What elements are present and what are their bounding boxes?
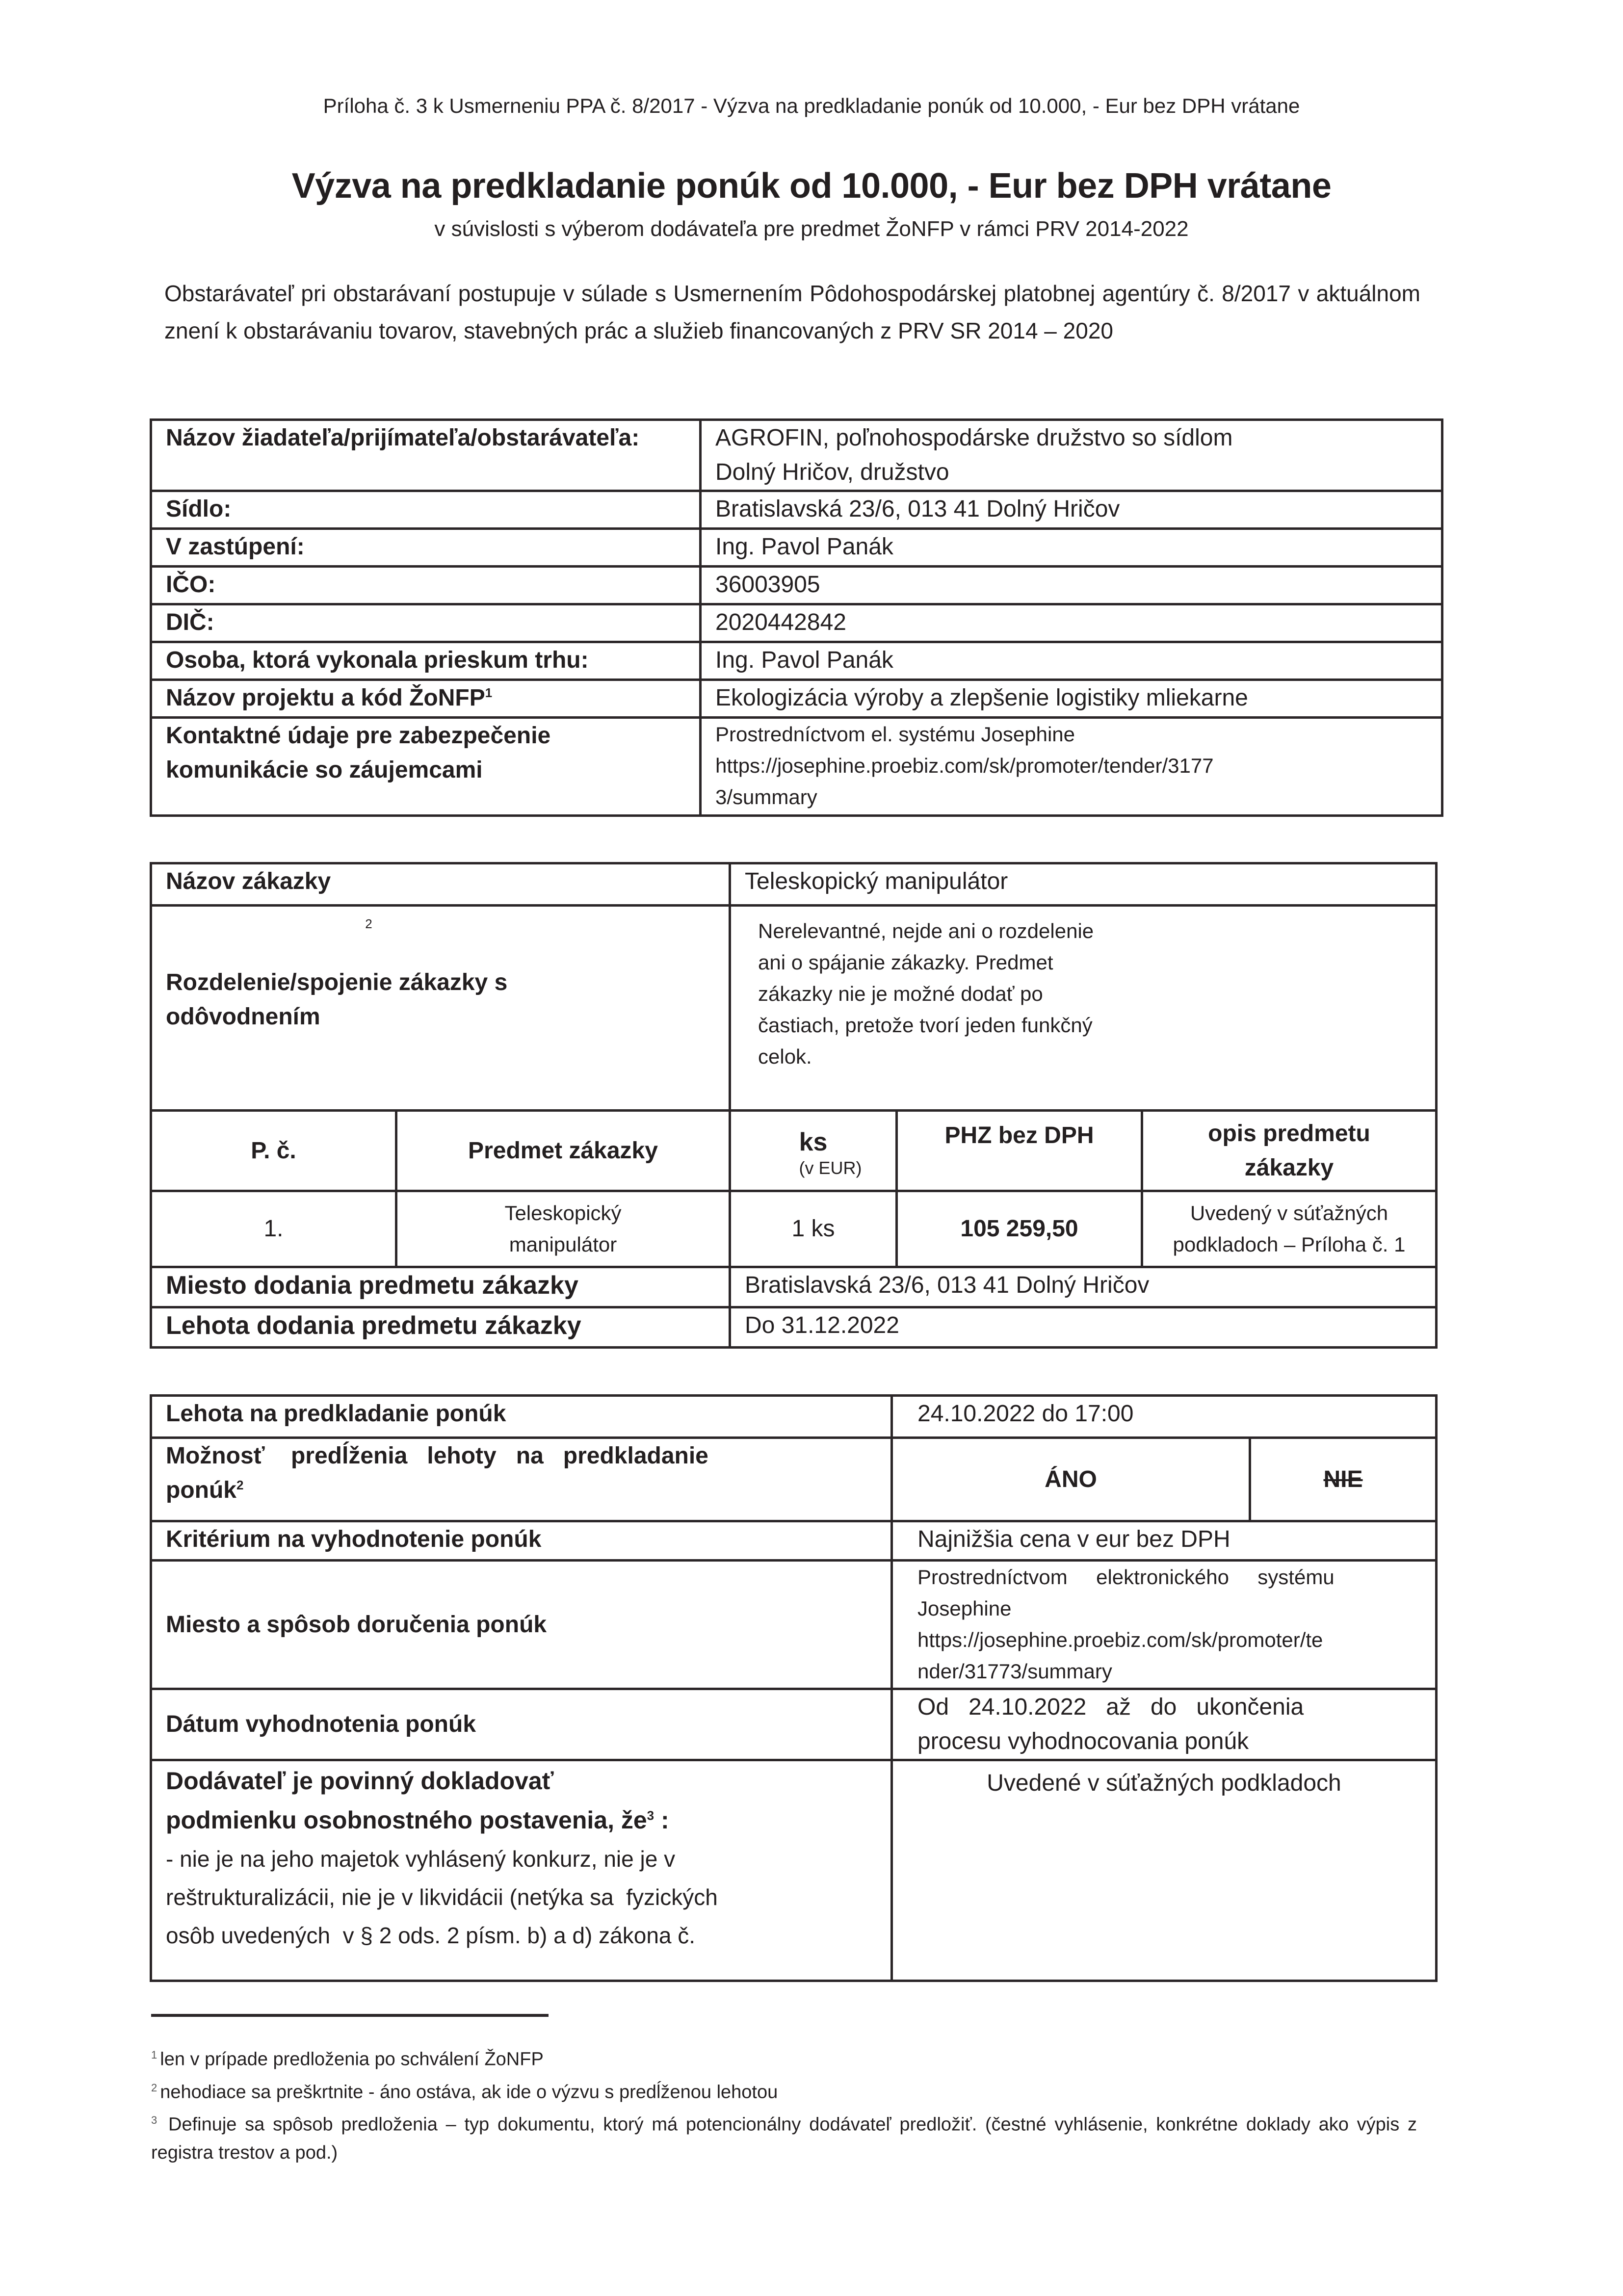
delivery-link[interactable]: https://josephine.proebiz.com/sk/promoter/te <box>917 1628 1323 1651</box>
page-subtitle: v súvislosti s výberom dodávateľa pre predmet ŽoNFP v rámci PRV 2014-2022 <box>434 217 1189 241</box>
label-line: odôvodnením <box>166 1004 320 1030</box>
item-desc <box>1142 1191 1437 1267</box>
extension-yes-option[interactable]: ÁNO <box>892 1438 1250 1521</box>
contract-name-value: Teleskopický manipulátor <box>730 863 1437 906</box>
label-line: Dodávateľ je povinný dokladovať <box>166 1767 554 1795</box>
table-row <box>151 1307 1437 1348</box>
col-header-qty <box>730 1111 897 1191</box>
table-row <box>151 567 1442 604</box>
value-line: Nerelevantné, nejde ani o rozdelenie <box>758 919 1094 942</box>
footnote-number: 1 <box>151 2049 157 2061</box>
header-note: Príloha č. 3 k Usmerneniu PPA č. 8/2017 - Výzva na predkladanie ponúk od 10.000, - Eur bez DPH vrátane <box>323 94 1300 117</box>
footnote-text: nehodiace sa preškrtnite - áno ostáva, ak ide o výzvu s predĺženou lehotou <box>160 2082 778 2103</box>
table-row <box>151 1396 1437 1438</box>
header-line: zákazky <box>1244 1154 1334 1181</box>
table-row <box>151 1267 1437 1307</box>
footnote-3 <box>151 2106 1417 2167</box>
condition-line: osôb uvedených v § 2 ods. 2 písm. b) a d) zákona č. <box>166 1923 696 1948</box>
value-line: Od 24.10.2022 až do ukončenia <box>917 1694 1304 1720</box>
col-header-price: PHZ bez DPH <box>897 1111 1142 1191</box>
offer-delivery-label: Miesto a spôsob doručenia ponúk <box>151 1561 892 1689</box>
value-line: častiach, pretože tvorí jeden funkčný <box>758 1014 1093 1037</box>
value-line: Josephine <box>917 1597 1012 1620</box>
applicant-name-value <box>701 420 1442 491</box>
supplier-conditions-value: Uvedené v súťažných podkladoch <box>892 1760 1437 1981</box>
label-line: komunikácie so záujemcami <box>166 757 483 783</box>
evaluation-date-label: Dátum vyhodnotenia ponúk <box>151 1689 892 1760</box>
applicant-name-label: Názov žiadateľa/prijímateľa/obstarávateľa: <box>151 420 701 491</box>
label-tail: : <box>654 1806 669 1834</box>
deadline-label: Lehota na predkladanie ponúk <box>151 1396 892 1438</box>
item-price: 105 259,50 <box>897 1191 1142 1267</box>
delivery-place-label: Miesto dodania predmetu zákazky <box>151 1267 730 1307</box>
value-line: Prostredníctvom elektronického systému <box>917 1565 1335 1589</box>
value-line: celok. <box>758 1045 812 1068</box>
extension-no-option-struck[interactable]: NIE <box>1250 1438 1437 1521</box>
representative-value: Ing. Pavol Panák <box>701 529 1442 567</box>
label-line: podmienku osobnostného postavenia, že <box>166 1806 647 1834</box>
value-line: ani o spájanie zákazky. Predmet <box>758 951 1053 974</box>
footnote-divider <box>151 2014 549 2017</box>
label-text: Názov projektu a kód ŽoNFP <box>166 685 485 711</box>
market-research-person-value: Ing. Pavol Panák <box>701 642 1442 680</box>
intro-paragraph: Obstarávateľ pri obstarávaní postupuje v súlade s Usmernením Pôdohospodárskej platobnej agentúry č. 8/2017 v aktuálnom znení k obstarávaniu tovarov, stavebných prác a služieb financovaných z PRV SR 2014 – 2020 <box>164 281 1420 343</box>
split-value <box>730 906 1437 1111</box>
footnote-2 <box>151 2074 1417 2107</box>
desc-line: Uvedený v súťažných <box>1190 1201 1388 1225</box>
representative-label: V zastúpení: <box>151 529 701 567</box>
table-row <box>151 1689 1437 1760</box>
qty-header-sub: (v EUR) <box>799 1157 862 1178</box>
evaluation-date-value <box>892 1689 1437 1760</box>
footnote-ref: 3 <box>647 1808 654 1823</box>
project-name-label <box>151 680 701 718</box>
footnote-number: 3 <box>151 2114 157 2127</box>
item-subject <box>396 1191 730 1267</box>
delivery-term-label: Lehota dodania predmetu zákazky <box>151 1307 730 1348</box>
ico-value: 36003905 <box>701 567 1442 604</box>
applicant-table <box>150 418 1443 817</box>
offer-delivery-value <box>892 1561 1437 1689</box>
table-row <box>151 680 1442 718</box>
table-row <box>151 491 1442 529</box>
offer-table <box>150 1394 1438 1982</box>
seat-label: Sídlo: <box>151 491 701 529</box>
table-header-row <box>151 1111 1437 1191</box>
contact-label <box>151 718 701 816</box>
supplier-conditions-label <box>151 1760 892 1981</box>
table-row <box>151 642 1442 680</box>
dic-value: 2020442842 <box>701 604 1442 642</box>
label-line: Kontaktné údaje pre zabezpečenie <box>166 723 551 749</box>
split-label <box>151 906 730 1111</box>
subject-line: Teleskopický <box>504 1201 622 1225</box>
project-name-value: Ekologizácia výroby a zlepšenie logistiky mliekarne <box>701 680 1442 718</box>
qty-header-text: ks <box>799 1127 828 1156</box>
table-row <box>151 863 1437 906</box>
delivery-term-value: Do 31.12.2022 <box>730 1307 1437 1348</box>
footnote-ref: 2 <box>236 1478 244 1492</box>
desc-line: podkladoch – Príloha č. 1 <box>1173 1233 1406 1256</box>
table-row <box>151 906 1437 1111</box>
footnote-text: Definuje sa spôsob predloženia – typ dokumentu, ktorý má potencionálny dodávateľ predložiť. (čestné vyhlásenie, konkrétne doklady ako výpis z registra trestov a pod.) <box>151 2114 1417 2163</box>
delivery-place-value: Bratislavská 23/6, 013 41 Dolný Hričov <box>730 1267 1437 1307</box>
table-row <box>151 604 1442 642</box>
footnote-ref: 2 <box>365 916 372 931</box>
footnotes <box>151 2041 1417 2167</box>
page-title: Výzva na predkladanie ponúk od 10.000, - Eur bez DPH vrátane <box>291 166 1332 206</box>
label-line: Rozdelenie/spojenie zákazky s <box>166 969 508 995</box>
col-header-desc <box>1142 1111 1437 1191</box>
seat-value: Bratislavská 23/6, 013 41 Dolný Hričov <box>701 491 1442 529</box>
col-header-no: P. č. <box>151 1111 396 1191</box>
label-line: Možnosť predĺženia lehoty na predkladanie <box>166 1443 708 1469</box>
label-line: ponúk <box>166 1477 236 1503</box>
contract-name-label: Názov zákazky <box>151 863 730 906</box>
table-row <box>151 1438 1437 1521</box>
value-line: AGROFIN, poľnohospodárske družstvo so sídlom <box>715 425 1233 451</box>
contact-link[interactable]: https://josephine.proebiz.com/sk/promoter/tender/3177 <box>715 754 1214 777</box>
item-no: 1. <box>151 1191 396 1267</box>
market-research-person-label: Osoba, ktorá vykonala prieskum trhu: <box>151 642 701 680</box>
item-qty: 1 ks <box>730 1191 897 1267</box>
table-row <box>151 1191 1437 1267</box>
delivery-link-cont[interactable]: nder/31773/summary <box>917 1660 1112 1683</box>
condition-line: - nie je na jeho majetok vyhlásený konkurz, nie je v <box>166 1846 676 1872</box>
extension-label <box>151 1438 892 1521</box>
contact-link-cont[interactable]: 3/summary <box>715 785 817 809</box>
footnote-ref: 1 <box>485 685 493 700</box>
value-line: zákazky nie je možné dodať po <box>758 982 1043 1005</box>
table-row <box>151 1561 1437 1689</box>
footnote-number: 2 <box>151 2081 157 2094</box>
subject-line: manipulátor <box>509 1233 617 1256</box>
value-line: procesu vyhodnocovania ponúk <box>917 1728 1249 1754</box>
value-line: Dolný Hričov, družstvo <box>715 459 949 485</box>
criterion-label: Kritérium na vyhodnotenie ponúk <box>151 1521 892 1561</box>
table-row <box>151 718 1442 816</box>
col-header-subject: Predmet zákazky <box>396 1111 730 1191</box>
table-row <box>151 420 1442 491</box>
condition-line: reštrukturalizácii, nie je v likvidácii (netýka sa fyzických <box>166 1884 718 1910</box>
table-row <box>151 1760 1437 1981</box>
header-line: opis predmetu <box>1208 1120 1370 1147</box>
footnote-text: len v prípade predloženia po schválení ŽoNFP <box>160 2049 544 2070</box>
criterion-value: Najnižšia cena v eur bez DPH <box>892 1521 1437 1561</box>
contact-value <box>701 718 1442 816</box>
deadline-value: 24.10.2022 do 17:00 <box>892 1396 1437 1438</box>
dic-label: DIČ: <box>151 604 701 642</box>
contract-table <box>150 862 1438 1349</box>
table-row <box>151 529 1442 567</box>
footnote-1 <box>151 2041 1417 2074</box>
table-row <box>151 1521 1437 1561</box>
value-line: Prostredníctvom el. systému Josephine <box>715 723 1075 746</box>
ico-label: IČO: <box>151 567 701 604</box>
